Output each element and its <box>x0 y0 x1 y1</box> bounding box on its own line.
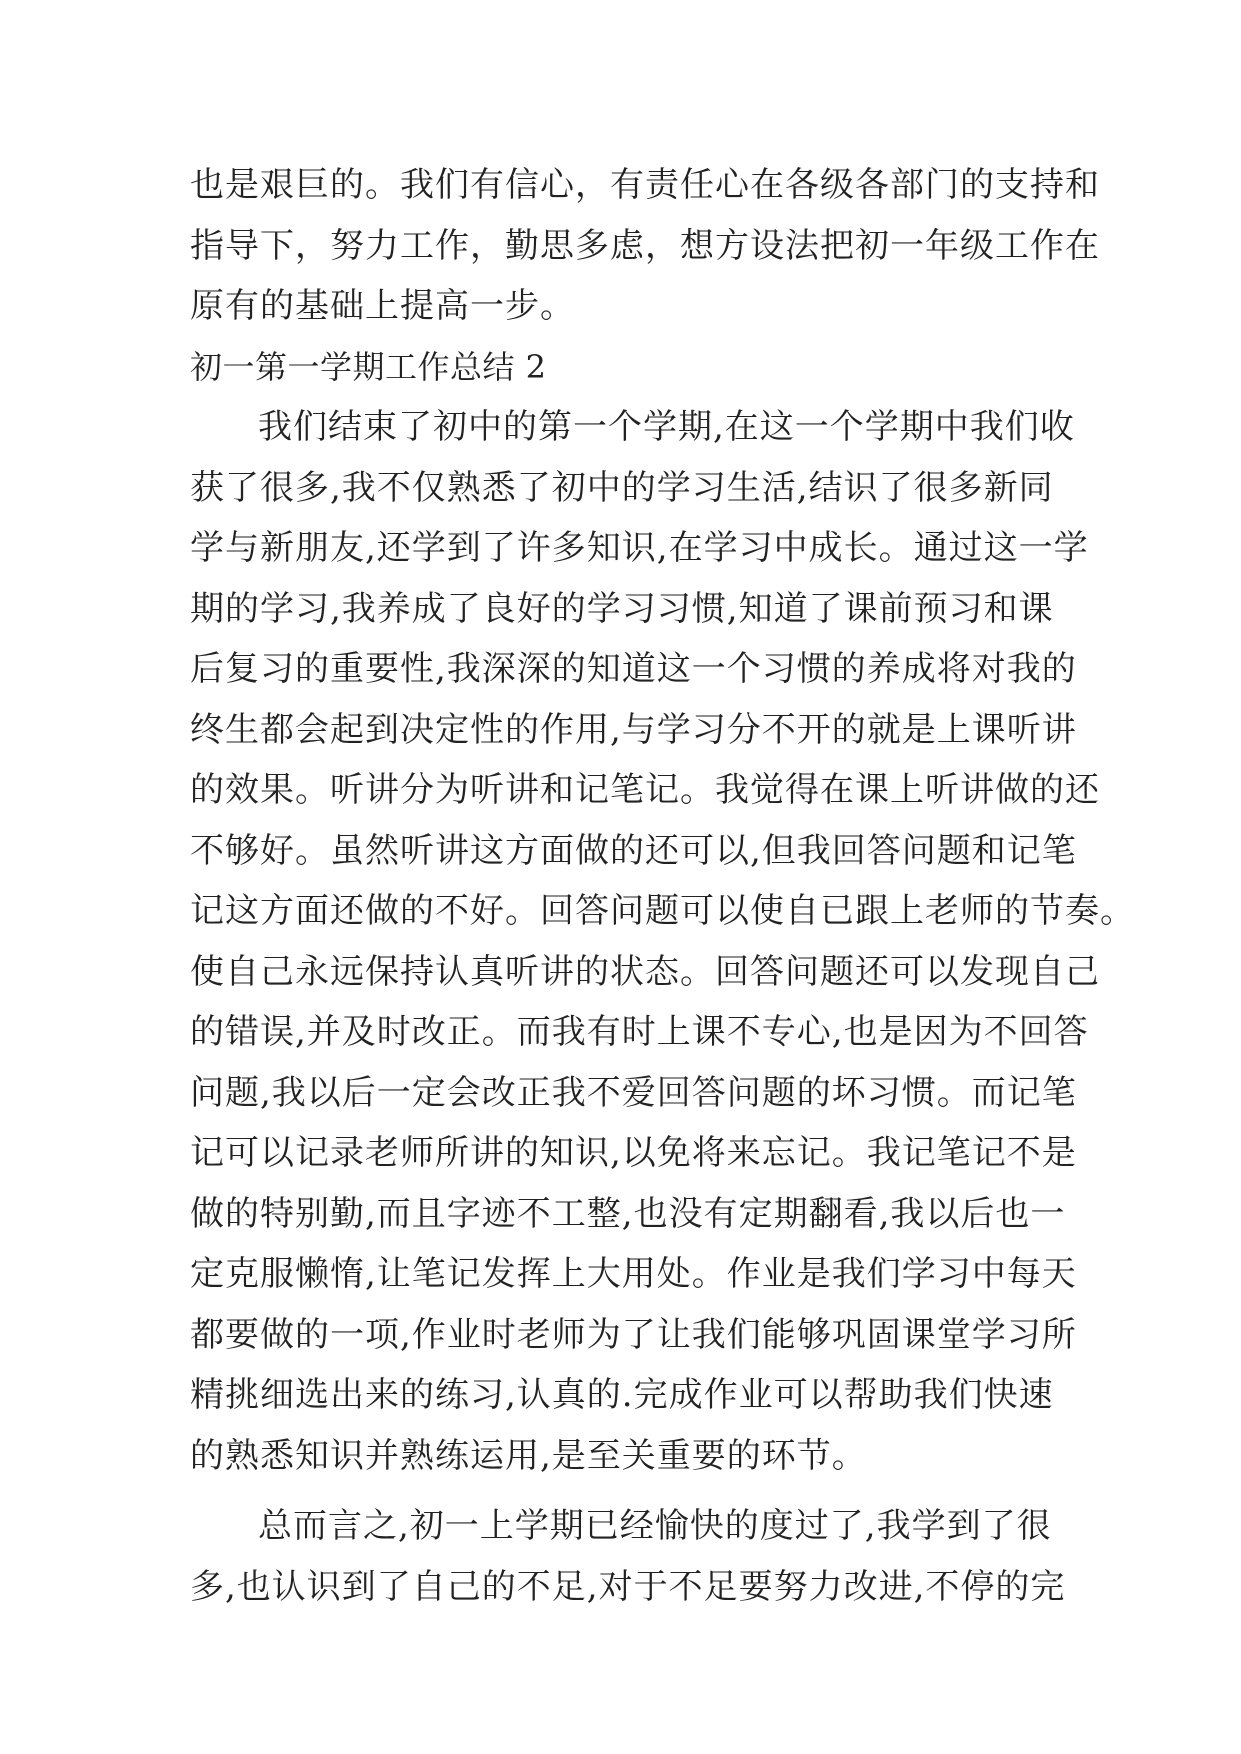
intro-paragraph <box>190 155 1100 337</box>
text-line: 的熟悉知识并熟练运用,是至关重要的环节。 <box>190 1435 867 1476</box>
text-line: 我们结束了初中的第一个学期,在这一个学期中我们收 <box>258 407 1075 447</box>
body-paragraph-2 <box>190 1496 1066 1617</box>
text-line: 定克服懒惰,让笔记发挥上大用处。作业是我们学习中每天 <box>190 1254 1077 1294</box>
paragraph-spacer <box>190 1486 1050 1496</box>
text-line: 也是艰巨的。我们有信心，有责任心在各级各部门的支持和 <box>190 165 1100 205</box>
text-line: 学与新朋友,还学到了许多知识,在学习中成长。通过这一学 <box>190 528 1089 568</box>
text-line: 精挑细选出来的练习,认真的.完成作业可以帮助我们快速 <box>190 1375 1054 1415</box>
text-line: 的效果。听讲分为听讲和记笔记。我觉得在课上听讲做的还 <box>190 770 1100 810</box>
text-line: 问题,我以后一定会改正我不爱回答问题的坏习惯。而记笔 <box>190 1072 1077 1113</box>
text-line: 期的学习,我养成了良好的学习习惯,知道了课前预习和课 <box>190 588 1054 629</box>
document-page <box>190 155 1135 1617</box>
text-line: 多,也认识到了自己的不足,对于不足要努力改进,不停的完 <box>190 1566 1066 1607</box>
text-line: 原有的基础上提高一步。 <box>190 286 575 326</box>
text-line: 后复习的重要性,我深深的知道这一个习惯的养成将对我的 <box>190 649 1077 689</box>
text-line: 记可以记录老师所讲的知识,以免将来忘记。我记笔记不是 <box>190 1133 1077 1173</box>
text-line: 指导下，努力工作，勤思多虑，想方设法把初一年级工作在 <box>190 225 1100 266</box>
text-line: 都要做的一项,作业时老师为了让我们能够巩固课堂学习所 <box>190 1314 1077 1355</box>
text-line: 做的特别勤,而且字迹不工整,也没有定期翻看,我以后也一 <box>190 1193 1066 1234</box>
text-line: 总而言之,初一上学期已经愉快的度过了,我学到了很 <box>258 1506 1052 1546</box>
text-line: 的错误,并及时改正。而我有时上课不专心,也是因为不回答 <box>190 1012 1089 1052</box>
text-line: 使自己永远保持认真听讲的状态。回答问题还可以发现自己 <box>190 951 1100 992</box>
section-title: 初一第一学期工作总结 2 <box>190 347 547 386</box>
body-paragraph-1 <box>190 397 1135 1486</box>
text-line: 不够好。虽然听讲这方面做的还可以,但我回答问题和记笔 <box>190 830 1077 871</box>
text-line: 终生都会起到决定性的作用,与学习分不开的就是上课听讲 <box>190 709 1077 750</box>
text-line: 获了很多,我不仅熟悉了初中的学习生活,结识了很多新同 <box>190 467 1054 508</box>
text-line: 记这方面还做的不好。回答问题可以使自已跟上老师的节奏。 <box>190 891 1135 931</box>
